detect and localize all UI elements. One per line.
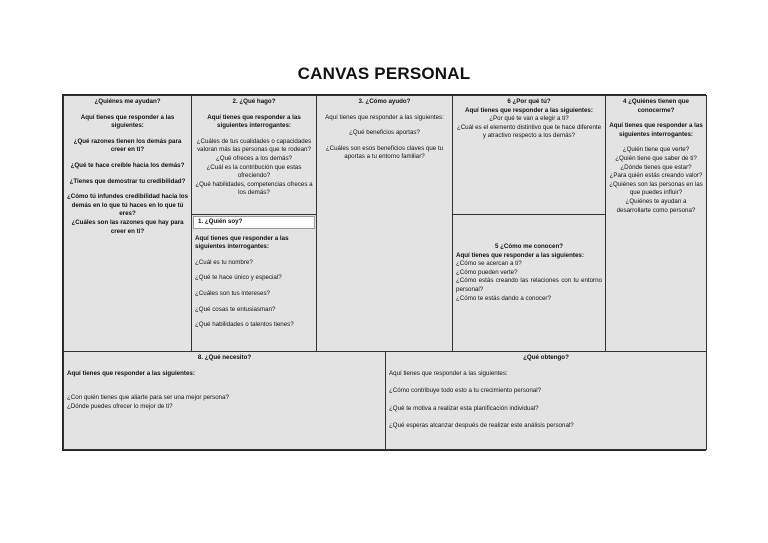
cell-quienes-me-ayudan (63, 95, 192, 352)
cell-intro: Aquí tienes que responder a las siguientes: (456, 251, 584, 259)
question: ¿Con quién tienes que aliarte para ser una mejor persona? (67, 394, 230, 402)
cell-intro: Aquí tienes que responder a las siguientes: (80, 113, 175, 130)
question: ¿Cuáles son las razones que hay para creer en ti? (71, 218, 184, 235)
cell-que-hago (191, 95, 317, 215)
question: ¿Cuáles son tus intereses? (195, 289, 270, 297)
cell-heading: 3. ¿Cómo ayudo? (358, 98, 411, 105)
question: ¿Qué habilidades o talentos tienes? (195, 321, 294, 329)
question: ¿Cómo tú infundes credibilidad hacia los demás en lo que tú haces en lo que tú eres? (67, 193, 189, 218)
cell-como-me-conocen (452, 214, 606, 352)
cell-heading: 5 ¿Cómo me conocen? (494, 243, 564, 250)
question: ¿Qué esperas alcanzar después de realizar este análisis personal? (389, 422, 574, 430)
question: ¿Quiénes te ayudan a desarrollarte como persona? (616, 197, 696, 214)
question: ¿Cuál es el elemento distintivo que te hace diferente y atractivo respecto a los demás? (456, 123, 602, 140)
question: ¿Cuáles de tus cualidades o capacidades valoran más las personas que te rodean? (196, 137, 312, 154)
question: ¿Cómo pueden verte? (456, 268, 518, 276)
cell-heading: 8. ¿Qué necesito? (197, 354, 252, 361)
question: ¿Cómo estás creando las relaciones con tu entorno personal? (456, 277, 602, 293)
question: ¿Qué te hace creíble hacia los demás? (70, 161, 185, 169)
cell-intro: Aquí tienes que responder a las siguientes: (67, 369, 195, 377)
question: ¿Cuáles son esos beneficios claves que tu aportas a tu entorno familiar? (325, 144, 444, 161)
question: ¿Por qué te van a elegir a ti? (489, 115, 569, 123)
cell-heading: 1. ¿Quién soy? (193, 216, 315, 229)
cell-quien-soy (191, 214, 317, 352)
cell-intro: Aquí tienes que responder a las siguientes: (465, 106, 593, 114)
cell-por-que-tu (452, 95, 606, 215)
cell-heading: 6 ¿Por qué tú? (507, 98, 551, 105)
cell-quienes-tienen-que-conocerme (605, 95, 707, 352)
cell-como-ayudo (316, 95, 453, 352)
question: ¿Quién tiene que saber de ti? (615, 154, 697, 162)
page-title: CANVAS PERSONAL (297, 64, 471, 83)
question: ¿Qué habilidades, competencias ofreces a los demás? (195, 180, 313, 197)
question: ¿Qué razones tienen los demás para creer en ti? (73, 137, 182, 154)
question: ¿Qué te hace único y especial? (195, 274, 282, 282)
question: ¿Para quién estás creando valor? (609, 172, 703, 180)
question: ¿Cómo te estás dando a conocer? (456, 294, 551, 302)
canvas-grid (62, 94, 706, 451)
question: ¿Cuál es tu nombre? (195, 258, 253, 266)
cell-que-obtengo (385, 351, 707, 450)
question: ¿Cuál es la contribución que estas ofreciendo? (206, 163, 302, 180)
cell-que-necesito (63, 351, 386, 450)
question: ¿Quién tiene que verte? (622, 146, 690, 154)
cell-heading: 4 ¿Quiénes tienen que conocerme? (622, 98, 689, 114)
cell-intro: Aquí tienes que responder a las siguientes: (325, 113, 444, 121)
question: ¿Qué te motiva a realizar esta planificación individual? (389, 404, 539, 412)
cell-heading: ¿Quiénes me ayudan? (94, 98, 161, 105)
question: ¿Qué cosas te entusiasman? (195, 305, 276, 313)
question: ¿Tienes que demostrar tu credibilidad? (69, 177, 186, 185)
question: ¿Quiénes son las personas en las que puedes influir? (609, 180, 703, 197)
cell-heading: 2. ¿Qué hago? (232, 98, 276, 105)
cell-intro: Aquí tienes que responder a las siguientes interrogantes: (207, 113, 301, 130)
question: ¿Qué ofreces a los demás? (215, 154, 292, 162)
question: ¿Dónde tienes que estar? (620, 163, 692, 171)
cell-intro: Aquí tienes que responder a las siguientes interrogantes: (609, 122, 703, 138)
question: ¿Dónde puedes ofrecer lo mejor de ti? (67, 402, 173, 410)
cell-heading: ¿Qué obtengo? (523, 354, 569, 361)
question: ¿Cómo se acercan a ti? (456, 260, 522, 268)
cell-intro: Aquí tienes que responder a las siguientes: (389, 369, 508, 377)
cell-intro: Aquí tienes que responder a las siguientes interrogantes: (195, 234, 289, 251)
question: ¿Cómo contribuye todo esto a tu crecimiento personal? (389, 387, 542, 395)
question: ¿Qué beneficios aportas? (349, 129, 420, 137)
